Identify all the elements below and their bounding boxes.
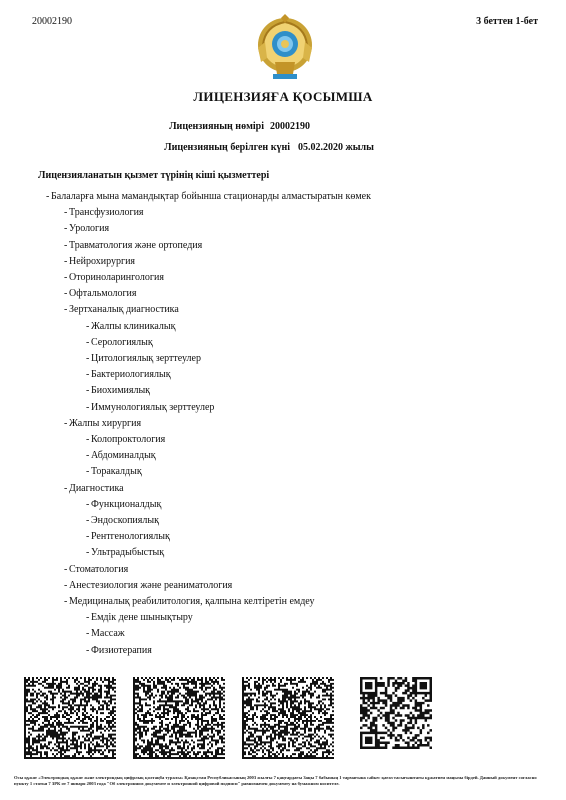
bullet-dash: -	[64, 579, 68, 591]
license-number-row	[0, 121, 566, 135]
datamatrix-code-icon	[133, 677, 225, 759]
list-item-label: Нейрохирургия	[69, 255, 136, 267]
bullet-dash: -	[86, 385, 90, 397]
list-item	[64, 481, 124, 497]
bullet-dash: -	[86, 369, 90, 381]
list-item	[86, 351, 201, 367]
list-item	[86, 335, 153, 351]
list-item	[64, 562, 128, 578]
bullet-dash: -	[86, 547, 90, 559]
bullet-dash: -	[86, 498, 90, 510]
list-item-label: Медициналық реабилитология, қалпына келтіретін емдеу	[69, 596, 315, 607]
list-item	[86, 626, 125, 642]
list-item-label: Цитологиялық зерттеулер	[91, 353, 201, 364]
list-item	[46, 189, 371, 205]
issue-date-value: 05.02.2020 жылы	[298, 142, 374, 153]
list-item-label: Физиотерапия	[91, 644, 152, 656]
list-item	[64, 238, 202, 254]
list-item-label: Емдік дене шынықтыру	[91, 612, 193, 624]
qr-code-row	[0, 677, 566, 759]
list-item	[86, 319, 176, 335]
bullet-dash: -	[64, 417, 68, 429]
bullet-dash: -	[86, 434, 90, 445]
list-item-label: Эндоскопиялық	[91, 515, 159, 526]
list-item	[86, 513, 159, 529]
bullet-dash: -	[64, 272, 68, 283]
bullet-dash: -	[64, 288, 68, 300]
list-item	[86, 383, 150, 399]
datamatrix-code-icon	[242, 677, 334, 759]
bullet-dash: -	[86, 353, 90, 364]
bullet-dash: -	[86, 466, 90, 478]
bullet-dash: -	[64, 563, 68, 575]
list-item	[64, 302, 179, 318]
license-number-value: 20002190	[270, 121, 310, 132]
list-item	[86, 432, 165, 448]
list-item	[64, 254, 135, 270]
bullet-dash: -	[86, 515, 90, 526]
page-title: ЛИЦЕНЗИЯҒА ҚОСЫМША	[193, 89, 373, 104]
list-item	[86, 367, 171, 383]
legal-footer: Осы құжат «Электрондық құжат және электрондық цифрлық қолтаңба туралы» Қазақстан Республикасының 2003 жылғы 7 қаңтардағы Заңы 7 бабының 1 тармағына сәйкес қағаз тасығыштағы құжатпен маңызы бірдей. Данный документ согласно пункту 1 статьи 7 ЗРК от 7 января 2003 года "Об электронном документе и электронной цифровой подписи" равнозначен документу на бумажном носителе.	[14, 775, 537, 786]
bullet-dash: -	[86, 401, 90, 413]
bullet-dash: -	[64, 482, 68, 494]
list-item	[64, 221, 109, 237]
list-item-label: Функционалдық	[91, 498, 162, 510]
list-item	[64, 416, 141, 432]
list-item-label: Трансфузиология	[69, 207, 144, 219]
list-item-label: Оториноларингология	[69, 272, 164, 283]
issue-date-label: Лицензияның берілген күні	[164, 142, 290, 153]
list-item-label: Травматология және ортопедия	[69, 239, 203, 251]
list-item-label: Абдоминалдық	[91, 450, 156, 462]
bullet-dash: -	[86, 450, 90, 462]
list-item	[64, 594, 315, 610]
list-item-label: Жалпы хирургия	[69, 417, 142, 429]
list-item	[64, 578, 232, 594]
list-item-label: Бактериологиялық	[91, 369, 171, 381]
bullet-dash: -	[86, 531, 90, 543]
list-item-label: Балаларға мына мамандықтар бойынша стационарды алмастыратын көмек	[51, 191, 371, 202]
license-number-label: Лицензияның нөмірі	[169, 121, 264, 132]
list-item-label: Массаж	[91, 628, 125, 640]
list-item-label: Офтальмология	[69, 288, 137, 300]
bullet-dash: -	[64, 596, 68, 607]
bullet-dash: -	[64, 304, 68, 316]
list-item-label: Ультрадыбыстық	[91, 547, 165, 559]
list-item	[64, 270, 164, 286]
bullet-dash: -	[86, 612, 90, 624]
bullet-dash: -	[86, 320, 90, 332]
list-item-label: Диагностика	[69, 482, 124, 494]
datamatrix-code-icon	[24, 677, 116, 759]
bullet-dash: -	[64, 207, 68, 219]
list-item-label: Стоматология	[69, 563, 129, 575]
page-label: 3 беттен 1-бет	[476, 16, 538, 27]
kazakhstan-state-emblem-icon	[255, 14, 315, 80]
list-item	[86, 545, 164, 561]
list-item-label: Колопроктология	[91, 434, 166, 445]
bullet-dash: -	[86, 628, 90, 640]
bullet-dash: -	[86, 644, 90, 656]
list-item	[86, 497, 161, 513]
qr-code-icon	[360, 677, 432, 749]
list-item	[86, 464, 142, 480]
list-item	[86, 448, 156, 464]
list-item-label: Зертханалық диагностика	[69, 304, 179, 316]
bullet-dash: -	[46, 191, 50, 202]
bullet-dash: -	[64, 239, 68, 251]
document-number: 20002190	[32, 16, 72, 27]
list-item	[86, 400, 214, 416]
list-item-label: Анестезиология және реаниматология	[69, 579, 233, 591]
list-item-label: Иммунологиялық зерттеулер	[91, 401, 215, 413]
list-item-label: Жалпы клиникалық	[91, 320, 176, 332]
list-item	[86, 610, 193, 626]
list-item	[64, 286, 137, 302]
list-item-label: Серологиялық	[91, 336, 153, 348]
list-item-label: Биохимиялық	[91, 385, 151, 397]
list-item-label: Рентгенологиялық	[91, 531, 170, 543]
issue-date-row	[0, 142, 566, 156]
list-item	[86, 529, 170, 545]
section-title: Лицензияланатын қызмет түрінің кіші қызметтері	[38, 170, 270, 181]
list-item-label: Урология	[69, 223, 110, 235]
bullet-dash: -	[64, 255, 68, 267]
bullet-dash: -	[86, 336, 90, 348]
bullet-dash: -	[64, 223, 68, 235]
list-item	[86, 643, 152, 659]
list-item	[64, 205, 144, 221]
list-item-label: Торакалдық	[91, 466, 142, 478]
